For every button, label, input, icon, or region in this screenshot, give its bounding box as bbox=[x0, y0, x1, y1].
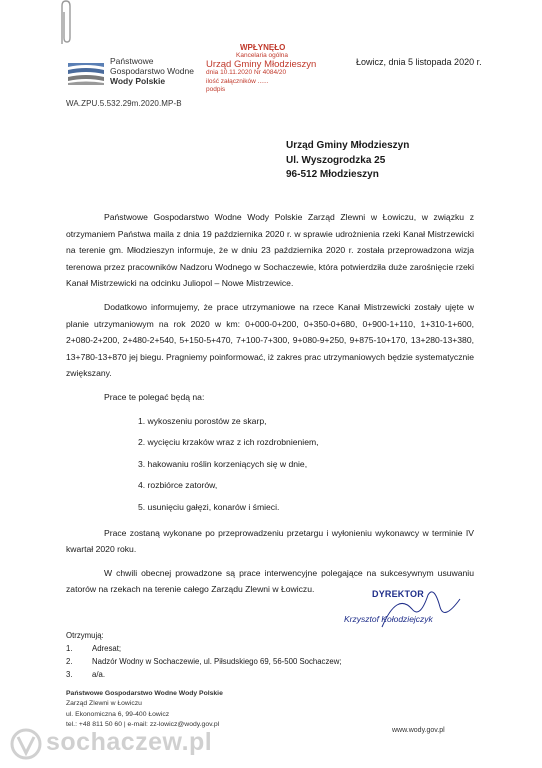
stamp-title: WPŁYNĘŁO bbox=[240, 43, 286, 52]
recipient-text: a/a. bbox=[92, 670, 106, 679]
org-line-3: Wody Polskie bbox=[110, 76, 166, 86]
list-item: 2. wycięciu krzaków wraz z ich rozdrobnieniem, bbox=[138, 437, 319, 448]
wody-polskie-logo bbox=[66, 60, 106, 86]
watermark: sochaczew.pl bbox=[46, 728, 213, 756]
recipient-line-2: Ul. Wyszogrodzka 25 bbox=[286, 154, 386, 166]
recipient-row bbox=[66, 655, 342, 668]
footer-line-3: ul. Ekonomiczna 6, 99-400 Łowicz bbox=[66, 710, 170, 718]
stamp-line-3: dnia 10.11.2020 Nr 4084/20 bbox=[206, 69, 287, 77]
stamp-line-5: podpis bbox=[206, 86, 226, 94]
watermark-logo-icon bbox=[6, 727, 46, 761]
recipient-text: Adresat; bbox=[92, 644, 122, 653]
list-item: 3. hakowaniu roślin korzeniących się w dnie, bbox=[138, 458, 308, 469]
footer-line-2: Zarząd Zlewni w Łowiczu bbox=[66, 700, 142, 708]
signature-title: DYREKTOR bbox=[372, 589, 424, 599]
org-line-1: Państwowe bbox=[110, 56, 154, 66]
paragraph-1: Państwowe Gospodarstwo Wodne Wody Polskie Zarząd Zlewni w Łowiczu, w związku z otrzymaniem Państwa maila z dnia 19 października 2020 r. w sprawie udrożnienia rzeki Kanał Mistrzewicki na terenie gm. Młodzieszyn informuje, że w dniu 23 października 2020 r. została przeprowadzona wizja terenowa przez pracowników Nadzoru Wodnego w Sochaczewie, która potwierdziła duże zarośnięcie rzeki Kanał Mistrzewicki na odcinku Juliopol – Nowe Mistrzewice. bbox=[66, 212, 474, 289]
paragraph-3: Prace te polegać będą na: bbox=[104, 391, 205, 402]
signature-name: Krzysztof Kołodziejczyk bbox=[344, 614, 433, 624]
works-list bbox=[66, 413, 474, 516]
footer bbox=[66, 689, 223, 730]
received-stamp bbox=[206, 44, 331, 124]
document-signature-code: WA.ZPU.5.532.29m.2020.MP-B bbox=[66, 99, 182, 108]
paragraph-4: Prace zostaną wykonane po przeprowadzeniu przetargu i wyłonieniu wykonawcy w terminie IV kwartał 2020 roku. bbox=[66, 527, 474, 555]
footer-line-4: tel.: +48 811 50 60 | e-mail: zz-lowicz@wody.gov.pl bbox=[66, 720, 220, 728]
recipient-num: 2. bbox=[66, 657, 73, 666]
paragraph-2: Dodatkowo informujemy, że prace utrzymaniowe na rzece Kanał Mistrzewicki zostały ujęte w planie utrzymaniowym na rok 2020 w km: 0+000-0+200, 0+350-0+680, 0+900-1+110, 1+310-1+600, 2+080-2+200, 2+480-2+540, 5+150-5+470, 7+100-7+300, 9+080-9+250, 9+875-10+170, 13+280-13+380, 13+780-13+870 jej biegu. Pragniemy poinformować, iż zakres prac utrzymaniowych będzie systematycznie zwiększany. bbox=[66, 301, 474, 379]
letter-body bbox=[66, 209, 474, 605]
recipient-row bbox=[66, 642, 342, 655]
recipient-text: Nadzór Wodny w Sochaczewie, ul. Piłsudskiego 69, 56-500 Sochaczew; bbox=[92, 657, 342, 666]
footer-website: www.wody.gov.pl bbox=[392, 727, 445, 734]
stamp-line-2: Urząd Gminy Młodzieszyn bbox=[206, 58, 317, 70]
recipients-heading: Otrzymują: bbox=[66, 631, 104, 640]
recipient-line-3: 96-512 Młodzieszyn bbox=[286, 169, 379, 180]
director-signature bbox=[342, 587, 482, 633]
place-and-date: Łowicz, dnia 5 listopada 2020 r. bbox=[356, 57, 482, 67]
recipient-row bbox=[66, 668, 342, 681]
recipients-list bbox=[66, 629, 342, 681]
list-item: 5. usunięciu gałęzi, konarów i śmieci. bbox=[138, 501, 280, 512]
recipient-num: 1. bbox=[66, 644, 73, 653]
organization-name bbox=[110, 56, 194, 86]
paragraph-5: W chwili obecnej prowadzone są prace interwencyjne polegające na sukcesywnym usuwaniu zatorów na rzekach na terenie całego Zarządu Zlewni w Łowiczu. bbox=[66, 567, 474, 595]
paper-clip-icon bbox=[57, 0, 75, 46]
recipient-num: 3. bbox=[66, 670, 73, 679]
list-item: 1. wykoszeniu porostów ze skarp, bbox=[138, 415, 267, 426]
org-line-2: Gospodarstwo Wodne bbox=[110, 66, 194, 76]
stamp-line-4: ilość załączników ...... bbox=[206, 77, 269, 85]
stamp-line-1: Kancelaria ogólna bbox=[236, 52, 289, 60]
recipient-address bbox=[286, 139, 409, 183]
list-item: 4. rozbiórce zatorów, bbox=[138, 480, 218, 491]
recipient-line-1: Urząd Gminy Młodzieszyn bbox=[286, 140, 410, 151]
footer-org: Państwowe Gospodarstwo Wodne Wody Polskie bbox=[66, 690, 223, 697]
